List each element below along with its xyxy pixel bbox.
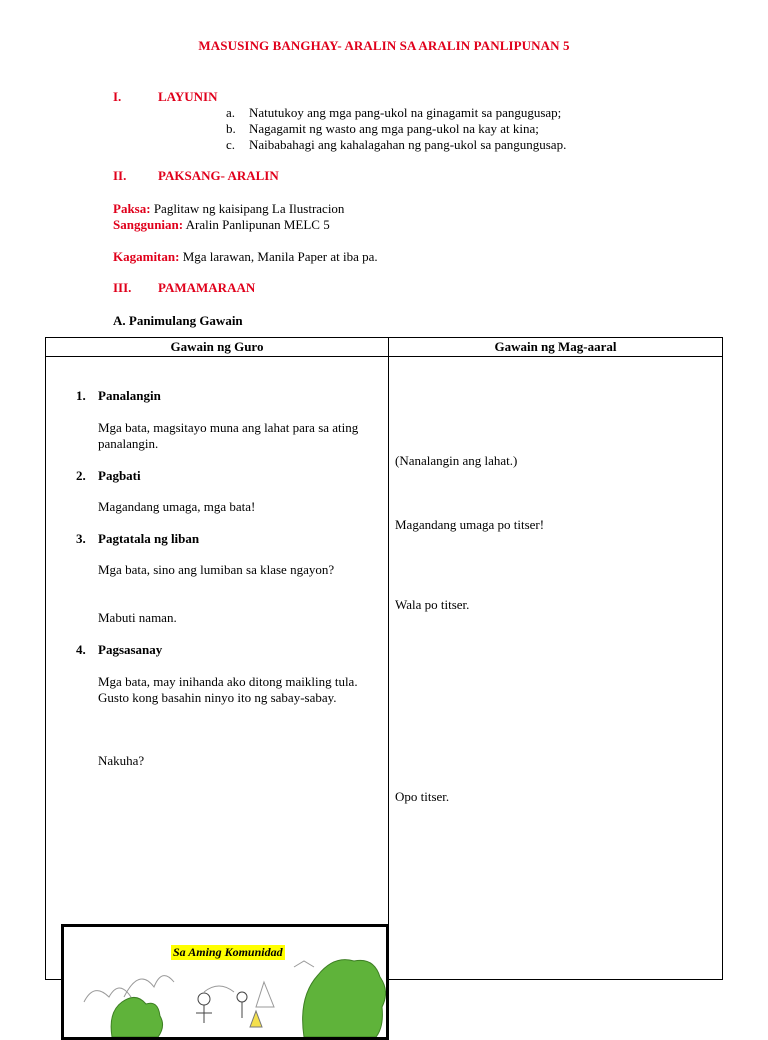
aaral-cell — [389, 357, 723, 980]
step-4-title: Pagsasanay — [98, 642, 163, 657]
step-1-number: 1. — [76, 388, 86, 403]
section-1-heading: LAYUNIN — [158, 89, 218, 104]
sanggunian-line — [113, 217, 330, 233]
kagamitan-line — [113, 249, 378, 265]
response-2: Magandang umaga po titser! — [395, 517, 545, 532]
section-2-heading: PAKSANG- ARALIN — [158, 168, 279, 183]
col-header-guro: Gawain ng Guro — [46, 338, 389, 357]
sanggunian-value: Aralin Panlipunan MELC 5 — [185, 217, 330, 232]
step-1-title: Panalangin — [98, 388, 161, 403]
response-1: (Nanalangin ang lahat.) — [395, 453, 518, 468]
objective-b-letter: b. — [226, 121, 236, 136]
step-3-text: Mga bata, sino ang lumiban sa klase ngayon? — [98, 562, 335, 577]
community-drawing — [64, 927, 386, 1037]
step-3-number: 3. — [76, 531, 86, 546]
section-1-numeral: I. — [113, 89, 122, 104]
community-illustration — [61, 924, 389, 1040]
step-4-text: Mga bata, may inihanda ako ditong maikling tula. Gusto kong basahin ninyo ito ng sabay-sabay. — [98, 674, 358, 705]
paksa-label: Paksa: — [113, 201, 151, 216]
subsection-heading: A. Panimulang Gawain — [113, 313, 243, 328]
response-4: Opo titser. — [395, 789, 450, 804]
step-4-text-2: Nakuha? — [98, 753, 145, 768]
step-2-title: Pagbati — [98, 468, 141, 483]
table-body-row — [46, 357, 723, 980]
paksa-line — [113, 201, 344, 217]
objective-c-text: Naibabahagi ang kahalagahan ng pang-ukol sa pangungusap. — [249, 137, 567, 152]
section-2-numeral: II. — [113, 168, 127, 183]
step-4-number: 4. — [76, 642, 86, 657]
paksa-value: Paglitaw ng kaisipang La Ilustracion — [153, 201, 345, 216]
objective-b-text: Nagagamit ng wasto ang mga pang-ukol na kay at kina; — [249, 121, 539, 136]
step-3-title: Pagtatala ng liban — [98, 531, 200, 546]
kagamitan-value: Mga larawan, Manila Paper at iba pa. — [182, 249, 378, 264]
section-3-numeral: III. — [113, 280, 132, 295]
objective-c-letter: c. — [226, 137, 236, 152]
step-3-text-2: Mabuti naman. — [98, 610, 177, 625]
response-3: Wala po titser. — [395, 597, 470, 612]
table-header-row — [46, 338, 723, 357]
step-2-number: 2. — [76, 468, 86, 483]
illustration-title: Sa Aming Komunidad — [173, 945, 283, 959]
section-3-heading: PAMAMARAAN — [158, 280, 256, 295]
step-2-text: Magandang umaga, mga bata! — [98, 499, 256, 514]
kagamitan-label: Kagamitan: — [113, 249, 180, 264]
activity-table — [45, 337, 723, 980]
col-header-aaral: Gawain ng Mag-aaral — [389, 338, 723, 357]
step-1-text: Mga bata, magsitayo muna ang lahat para sa ating panalangin. — [98, 420, 359, 451]
objective-a-text: Natutukoy ang mga pang-ukol na ginagamit sa pangugusap; — [249, 105, 562, 120]
document-title: MASUSING BANGHAY- ARALIN SA ARALIN PANLIPUNAN 5 — [198, 38, 570, 53]
sanggunian-label: Sanggunian: — [113, 217, 184, 232]
guro-cell — [46, 357, 389, 980]
objective-a-letter: a. — [226, 105, 236, 120]
